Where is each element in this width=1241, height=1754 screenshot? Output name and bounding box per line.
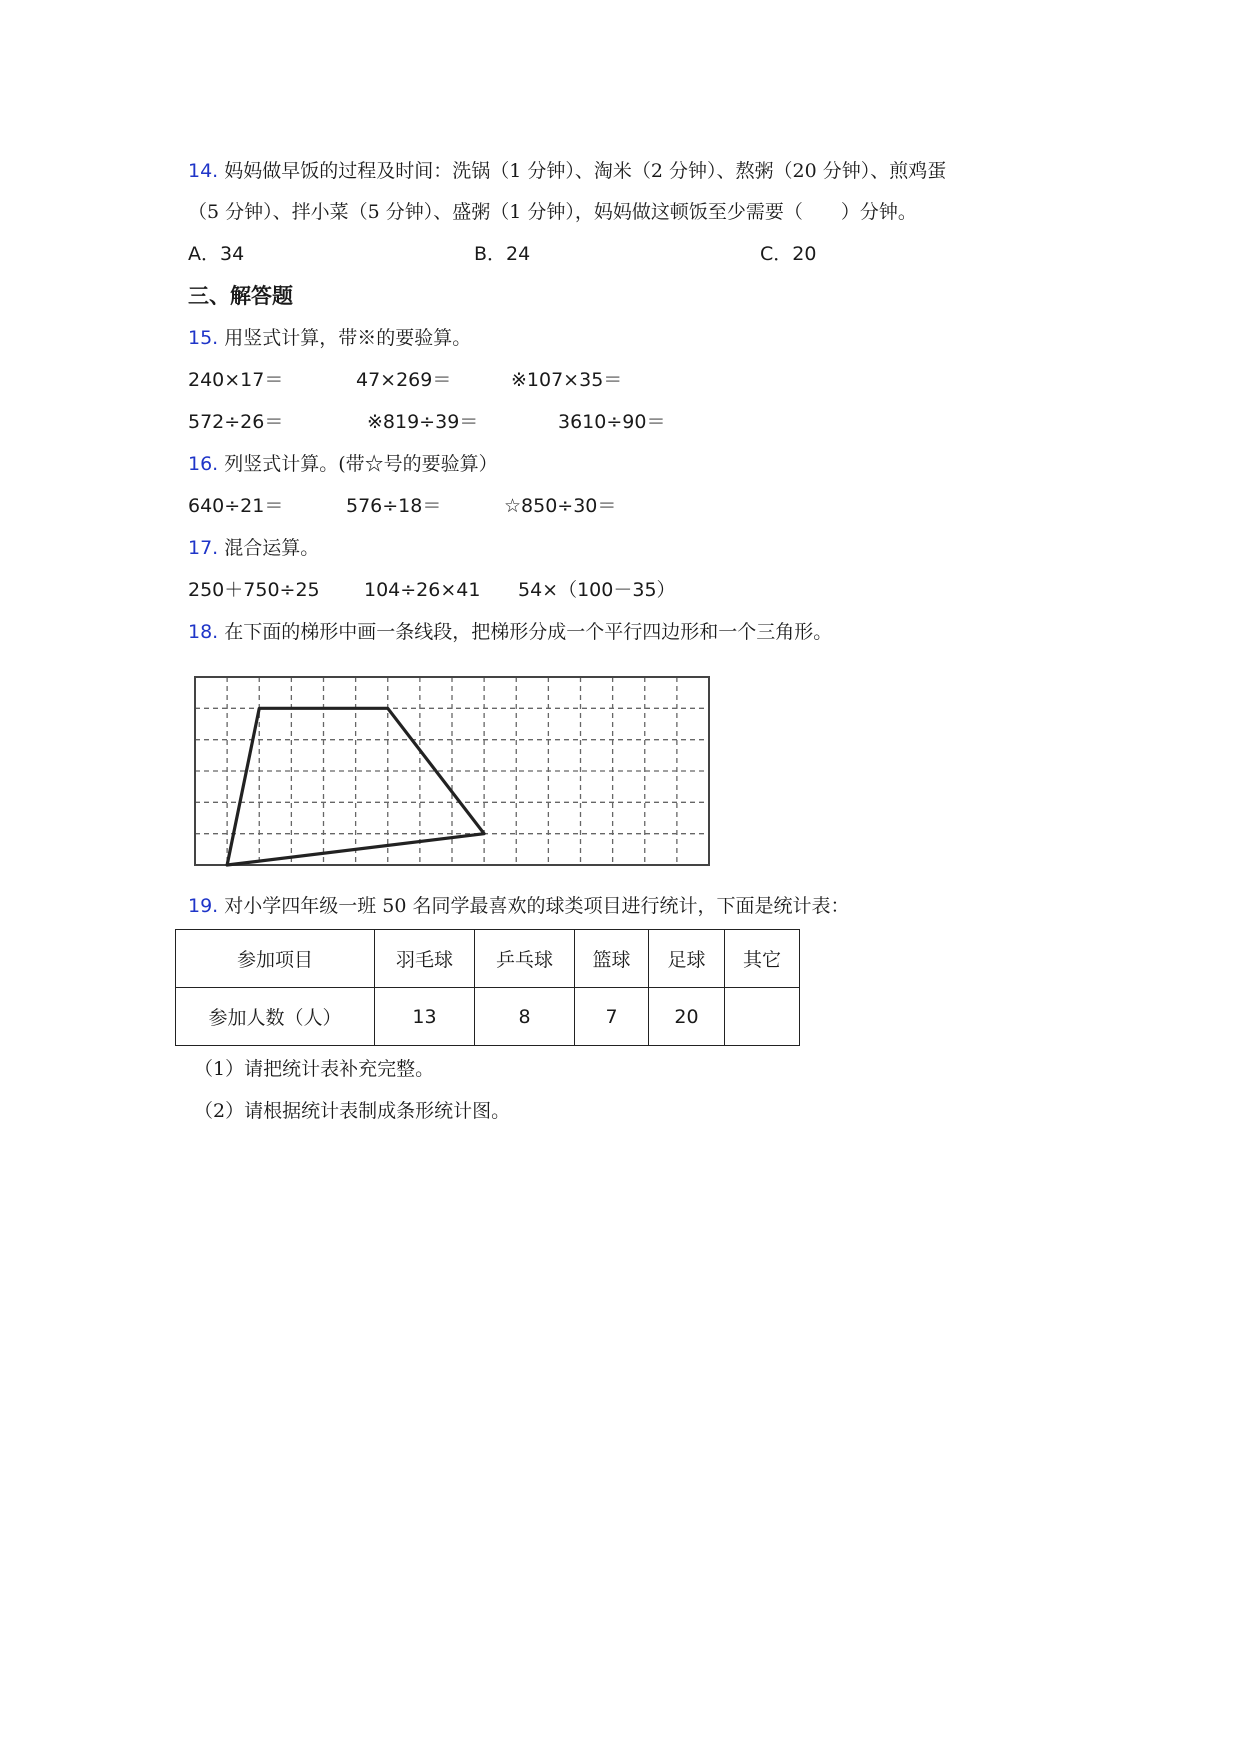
section-heading: 三、解答题 bbox=[188, 284, 293, 308]
table-header-row bbox=[176, 930, 800, 988]
table-row bbox=[176, 988, 800, 1046]
q15-text: 用竖式计算，带※的要验算。 bbox=[224, 327, 472, 349]
q19-line bbox=[188, 893, 850, 919]
q15-expr-3: ※107×35＝ bbox=[511, 369, 623, 391]
q18-text: 在下面的梯形中画一条线段，把梯形分成一个平行四边形和一个三角形。 bbox=[224, 621, 833, 643]
table-cell: 8 bbox=[475, 988, 575, 1046]
q14-option-c: C．20 bbox=[760, 243, 817, 265]
table-cell: 参加项目 bbox=[176, 930, 375, 988]
table-cell-blank[interactable] bbox=[725, 988, 800, 1046]
q15-expr-6: 3610÷90＝ bbox=[558, 411, 666, 433]
q14-option-a: A．34 bbox=[188, 243, 245, 265]
statistics-table bbox=[175, 929, 800, 1046]
q15-expr-5: ※819÷39＝ bbox=[367, 411, 479, 433]
q17-expr-1: 250＋750÷25 bbox=[188, 579, 320, 601]
table-cell: 乒乓球 bbox=[475, 930, 575, 988]
q15-expr-1: 240×17＝ bbox=[188, 369, 284, 391]
trapezoid-grid-figure bbox=[194, 676, 712, 868]
table-cell: 7 bbox=[575, 988, 649, 1046]
q15-expr-2: 47×269＝ bbox=[356, 369, 452, 391]
q18-number: 18. bbox=[188, 621, 219, 643]
q16-number: 16. bbox=[188, 453, 219, 475]
q17-expr-2: 104÷26×41 bbox=[364, 579, 481, 601]
q17-expr-3: 54×（100－35） bbox=[518, 579, 676, 601]
q19-subquestion-1: （1）请把统计表补充完整。 bbox=[194, 1058, 435, 1080]
q15-expr-4: 572÷26＝ bbox=[188, 411, 284, 433]
table-cell: 篮球 bbox=[575, 930, 649, 988]
table-cell: 其它 bbox=[725, 930, 800, 988]
q17-line bbox=[188, 535, 319, 561]
table-cell: 20 bbox=[649, 988, 725, 1046]
q15-line bbox=[188, 325, 471, 351]
q19-text: 对小学四年级一班 50 名同学最喜欢的球类项目进行统计，下面是统计表： bbox=[224, 895, 850, 917]
q17-number: 17. bbox=[188, 537, 219, 559]
q19-number: 19. bbox=[188, 895, 219, 917]
q14-option-b: B．24 bbox=[474, 243, 531, 265]
table-cell: 足球 bbox=[649, 930, 725, 988]
table-cell: 参加人数（人） bbox=[176, 988, 375, 1046]
q14-text-line1: 妈妈做早饭的过程及时间：洗锅（1 分钟）、淘米（2 分钟）、熬粥（20 分钟）、煎鸡蛋 bbox=[224, 160, 947, 182]
table-cell: 13 bbox=[375, 988, 475, 1046]
q18-line bbox=[188, 619, 832, 645]
q14-line1 bbox=[188, 158, 946, 184]
q16-expr-2: 576÷18＝ bbox=[346, 495, 442, 517]
q14-number: 14. bbox=[188, 160, 219, 182]
q16-line bbox=[188, 451, 498, 477]
q16-expr-1: 640÷21＝ bbox=[188, 495, 284, 517]
q16-text: 列竖式计算。(带☆号的要验算） bbox=[224, 453, 498, 475]
q19-subquestion-2: （2）请根据统计表制成条形统计图。 bbox=[194, 1100, 511, 1122]
table-cell: 羽毛球 bbox=[375, 930, 475, 988]
q17-text: 混合运算。 bbox=[224, 537, 320, 559]
q15-number: 15. bbox=[188, 327, 219, 349]
q14-text-line2: （5 分钟）、拌小菜（5 分钟）、盛粥（1 分钟），妈妈做这顿饭至少需要（ ）分钟。 bbox=[188, 201, 917, 223]
q16-expr-3: ☆850÷30＝ bbox=[504, 495, 617, 517]
